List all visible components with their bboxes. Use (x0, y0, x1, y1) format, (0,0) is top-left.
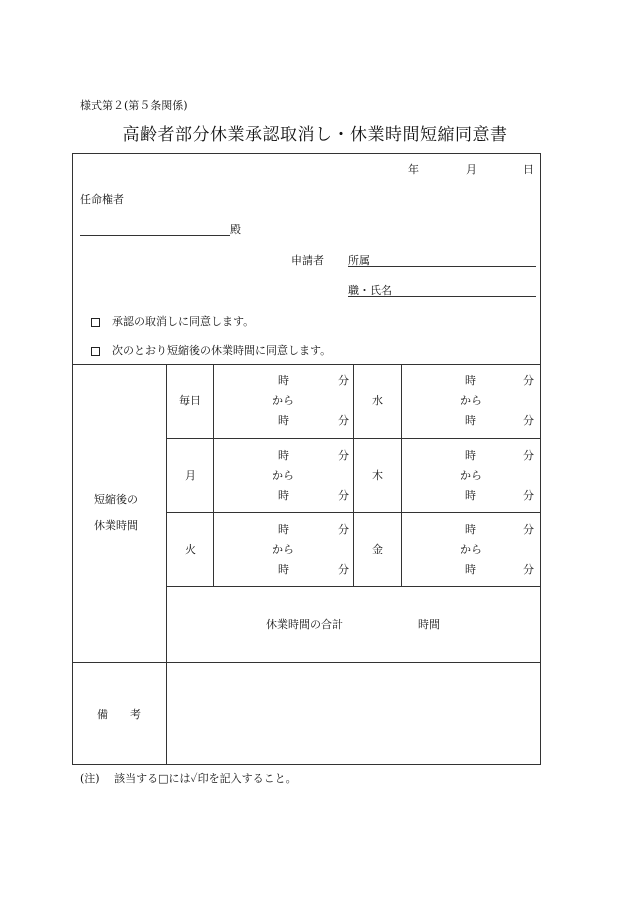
hour-label: 時 (465, 414, 476, 427)
day-column-divider-left (213, 364, 214, 586)
consent-cancel-checkbox[interactable] (91, 318, 100, 327)
document-title: 高齢者部分休業承認取消し・休業時間短縮同意書 (122, 125, 508, 145)
minute-label: 分 (523, 523, 534, 536)
consent-shorten-text: 次のとおり短縮後の休業時間に同意します。 (112, 344, 332, 357)
hour-label: 時 (465, 449, 476, 462)
from-label: から (272, 469, 294, 482)
form-number-label: 様式第２(第５条関係) (80, 99, 188, 112)
minute-label: 分 (523, 563, 534, 576)
total-hours-unit: 時間 (418, 618, 440, 631)
minute-label: 分 (523, 489, 534, 502)
total-hours-label: 休業時間の合計 (266, 618, 343, 631)
minute-label: 分 (338, 374, 349, 387)
day-column-divider-right (401, 364, 402, 586)
hour-label: 時 (278, 449, 289, 462)
from-label: から (272, 394, 294, 407)
position-name-label: 職・氏名 (348, 284, 392, 297)
minute-label: 分 (523, 449, 534, 462)
hour-label: 時 (278, 563, 289, 576)
dono-suffix: 殿 (230, 223, 241, 236)
minute-label: 分 (338, 414, 349, 427)
schedule-label-line1: 短縮後の (94, 493, 138, 506)
consent-cancel-text: 承認の取消しに同意します。 (112, 315, 255, 328)
day-column-divider-mid (353, 364, 354, 586)
hour-label: 時 (465, 374, 476, 387)
position-name-field[interactable] (348, 296, 536, 297)
from-label: から (460, 543, 482, 556)
minute-label: 分 (338, 563, 349, 576)
minute-label: 分 (338, 489, 349, 502)
date-month: 月 (466, 163, 477, 176)
hour-label: 時 (278, 374, 289, 387)
from-label: から (460, 469, 482, 482)
day-label-tuesday: 火 (185, 543, 196, 556)
minute-label: 分 (338, 523, 349, 536)
day-label-wednesday: 水 (372, 394, 383, 407)
from-label: から (460, 394, 482, 407)
applicant-label: 申請者 (291, 254, 324, 267)
hour-label: 時 (465, 563, 476, 576)
hour-label: 時 (465, 523, 476, 536)
remarks-label: 備 考 (97, 708, 141, 721)
appointer-name-field[interactable] (80, 235, 230, 236)
label-column-divider (166, 364, 167, 765)
remarks-divider (72, 662, 541, 663)
day-label-friday: 金 (372, 543, 383, 556)
minute-label: 分 (338, 449, 349, 462)
consent-shorten-checkbox[interactable] (91, 347, 100, 356)
appointer-label: 任命権者 (80, 193, 124, 206)
day-label-monday: 月 (185, 469, 196, 482)
row-divider-3 (166, 586, 541, 587)
date-day: 日 (523, 163, 534, 176)
from-label: から (272, 543, 294, 556)
hour-label: 時 (278, 523, 289, 536)
header-section-divider (72, 364, 541, 365)
minute-label: 分 (523, 374, 534, 387)
hour-label: 時 (278, 489, 289, 502)
affiliation-field[interactable] (348, 266, 536, 267)
schedule-label-line2: 休業時間 (94, 519, 138, 532)
day-label-thursday: 木 (372, 469, 383, 482)
minute-label: 分 (523, 414, 534, 427)
hour-label: 時 (278, 414, 289, 427)
footnote: (注) 該当する□には✓印を記入すること。 (80, 772, 297, 785)
date-year: 年 (408, 163, 419, 176)
affiliation-label: 所属 (348, 254, 370, 267)
day-label-everyday: 毎日 (179, 394, 201, 407)
hour-label: 時 (465, 489, 476, 502)
